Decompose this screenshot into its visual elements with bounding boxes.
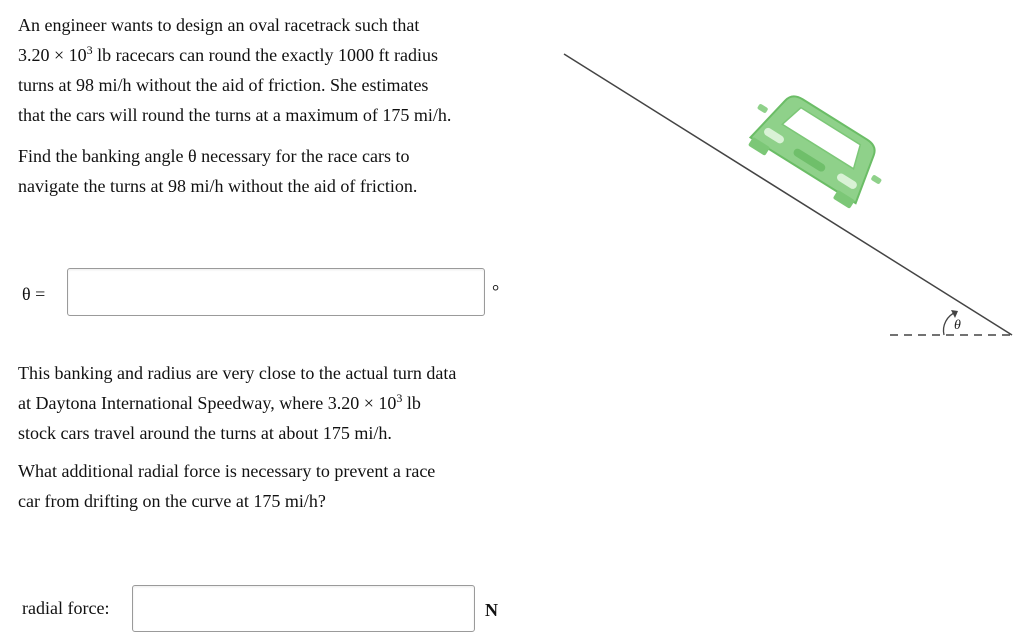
question1-line-1: Find the banking angle θ necessary for the race cars to	[18, 146, 410, 166]
race-car-icon	[738, 81, 896, 215]
question-radial-force	[18, 456, 518, 516]
problem-intro	[18, 10, 518, 130]
newton-unit: N	[485, 600, 498, 620]
theta-label: θ =	[22, 284, 46, 304]
theta-answer-input[interactable]	[67, 268, 485, 316]
angle-label: θ	[954, 318, 961, 333]
weight-mantissa: 3.20 × 10	[18, 45, 87, 65]
weight-exponent: 3	[86, 43, 93, 57]
context-line-2-rest: lb	[402, 393, 421, 413]
banked-track-figure	[540, 30, 1024, 360]
question2-line-2: car from drifting on the curve at 175 mi/h?	[18, 491, 326, 511]
radial-force-label: radial force:	[22, 598, 110, 618]
intro-line-4: that the cars will round the turns at a maximum of 175 mi/h.	[18, 105, 452, 125]
context-exponent: 3	[396, 391, 403, 405]
car-mirror-right	[870, 174, 882, 184]
radial-force-answer-input[interactable]	[132, 585, 475, 632]
context-line-2	[18, 388, 528, 418]
context-line-3: stock cars travel around the turns at about 175 mi/h.	[18, 423, 392, 443]
banked-track-line	[564, 54, 1012, 335]
car-mirror-left	[757, 103, 769, 113]
context-daytona	[18, 358, 528, 448]
context-line-2-text: at Daytona International Speedway, where 3.20 × 10	[18, 393, 397, 413]
intro-line-2-rest: lb racecars can round the exactly 1000 ft radius	[92, 45, 439, 65]
question-banking-angle	[18, 141, 518, 201]
question2-line-1: What additional radial force is necessary to prevent a race	[18, 461, 436, 481]
intro-line-1: An engineer wants to design an oval racetrack such that	[18, 15, 420, 35]
context-line-1: This banking and radius are very close to the actual turn data	[18, 363, 457, 383]
question1-line-2: navigate the turns at 98 mi/h without the aid of friction.	[18, 176, 418, 196]
intro-line-3: turns at 98 mi/h without the aid of friction. She estimates	[18, 75, 429, 95]
intro-line-2	[18, 40, 518, 70]
degree-unit: °	[492, 281, 500, 301]
